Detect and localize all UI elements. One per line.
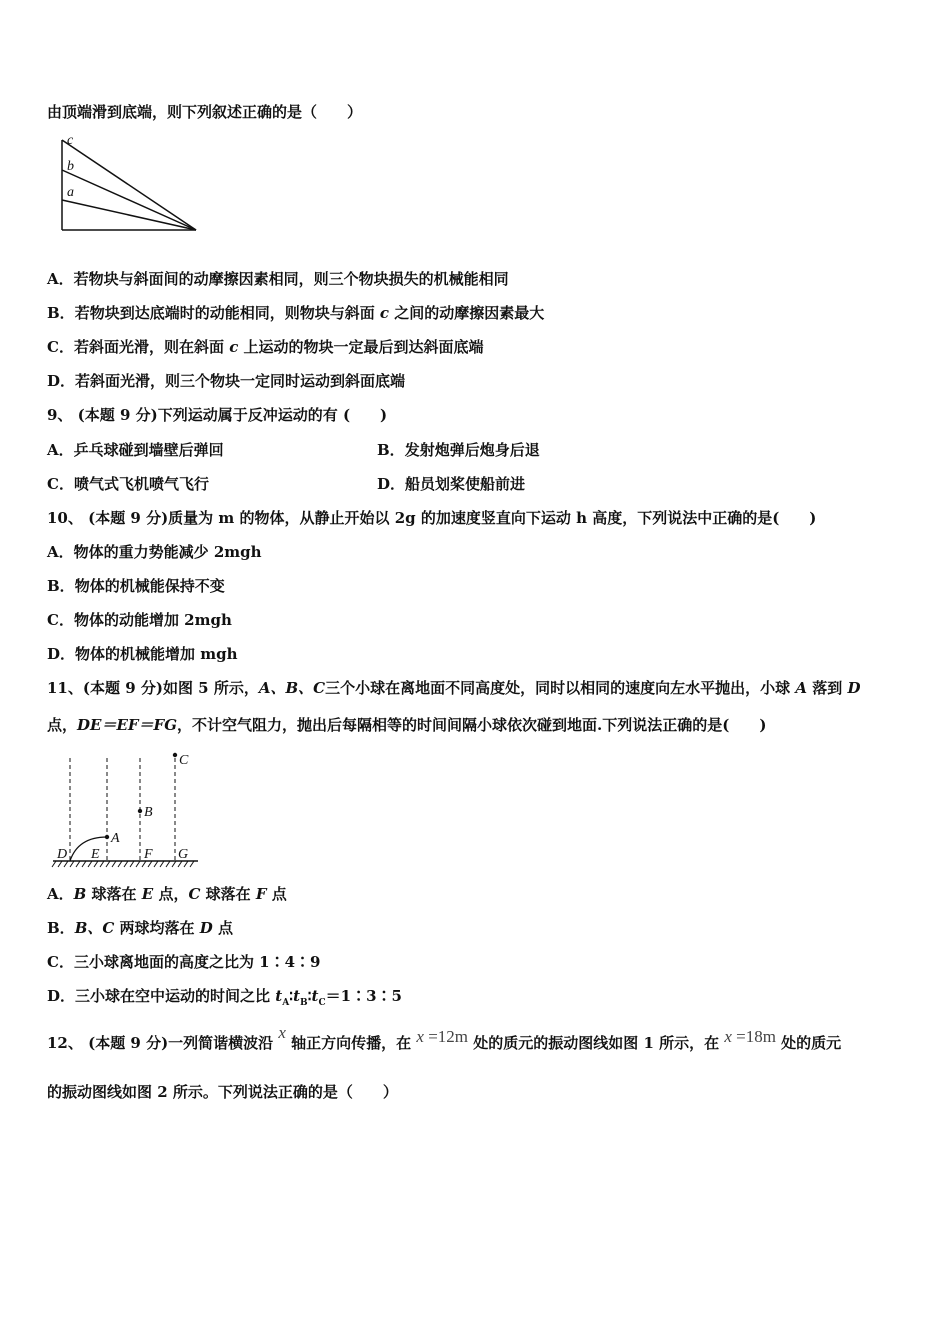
incline-label-c: c	[67, 133, 74, 148]
q8-option-a: A．若物块与斜面间的动摩擦因素相同，则三个物块损失的机械能相同	[47, 270, 509, 288]
q9-stem: 9、 (本题 9 分)下列运动属于反冲运动的有 ( )	[47, 406, 388, 424]
q10-option-d: D．物体的机械能增加 mgh	[47, 645, 238, 663]
q12-stem-line1: 12、 (本题 9 分)一列简谐横波沿 x 轴正方向传播，在 x =12m 处的质元的振动图线如图 1 所示，在 x =18m 处的质元	[47, 1023, 842, 1052]
q10-option-a: A．物体的重力势能减少 2mgh	[47, 543, 262, 561]
q8-option-c: C．若斜面光滑，则在斜面 c 上运动的物块一定最后到达斜面底端	[47, 338, 484, 356]
ground-label-d: D	[57, 847, 68, 862]
ball-label-a: A	[111, 831, 120, 846]
ground-label-e: E	[91, 847, 100, 862]
ball-label-c: C	[179, 753, 189, 768]
q11-option-d: D．三小球在空中运动的时间之比 $t_A∶t_B∶t_C=1∶3∶5$	[47, 987, 402, 1008]
projectile-figure	[48, 748, 203, 870]
q11-option-a: A．B 球落在 E 点，C 球落在 F 点	[47, 885, 287, 903]
q8-option-b: B．若物块到达底端时的动能相同，则物块与斜面 c 之间的动摩擦因素最大	[47, 304, 545, 322]
q9-option-a: A．乒乓球碰到墙壁后弹回	[47, 441, 224, 459]
incline-label-a: a	[67, 185, 74, 200]
q8-intro: 由顶端滑到底端，则下列叙述正确的是（ ）	[47, 103, 363, 121]
ball-label-b: B	[144, 805, 153, 820]
q9-option-d: D．船员划桨使船前进	[377, 475, 526, 493]
q9-option-c: C．喷气式飞机喷气飞行	[47, 475, 209, 493]
q9-option-b: B．发射炮弹后炮身后退	[377, 441, 540, 459]
q8-option-d: D．若斜面光滑，则三个物块一定同时运动到斜面底端	[47, 372, 406, 390]
ground-label-f: F	[144, 847, 153, 862]
q11-option-b: B．B、C 两球均落在 D 点	[47, 919, 234, 937]
q11-stem-line2: 点，DE＝EF＝FG，不计空气阻力，抛出后每隔相等的时间间隔小球依次碰到地面.下列说法正确的是( )	[47, 716, 767, 734]
q10-stem: 10、 (本题 9 分)质量为 m 的物体，从静止开始以 2g 的加速度竖直向下运动 h 高度，下列说法中正确的是( )	[47, 509, 817, 527]
q10-option-b: B．物体的机械能保持不变	[47, 577, 225, 595]
incline-figure	[55, 132, 205, 234]
q10-option-c: C．物体的动能增加 2mgh	[47, 611, 232, 629]
ground-label-g: G	[178, 847, 189, 862]
q11-option-c: C．三小球离地面的高度之比为 1∶4∶9	[47, 953, 321, 971]
incline-label-b: b	[67, 159, 74, 174]
q12-stem-line2: 的振动图线如图 2 所示。下列说法正确的是（ ）	[47, 1083, 398, 1101]
q11-stem-line1: 11、(本题 9 分)如图 5 所示，A、B、C三个小球在离地面不同高度处，同时以相同的速度向左水平抛出，小球 A 落到 D	[47, 679, 861, 697]
